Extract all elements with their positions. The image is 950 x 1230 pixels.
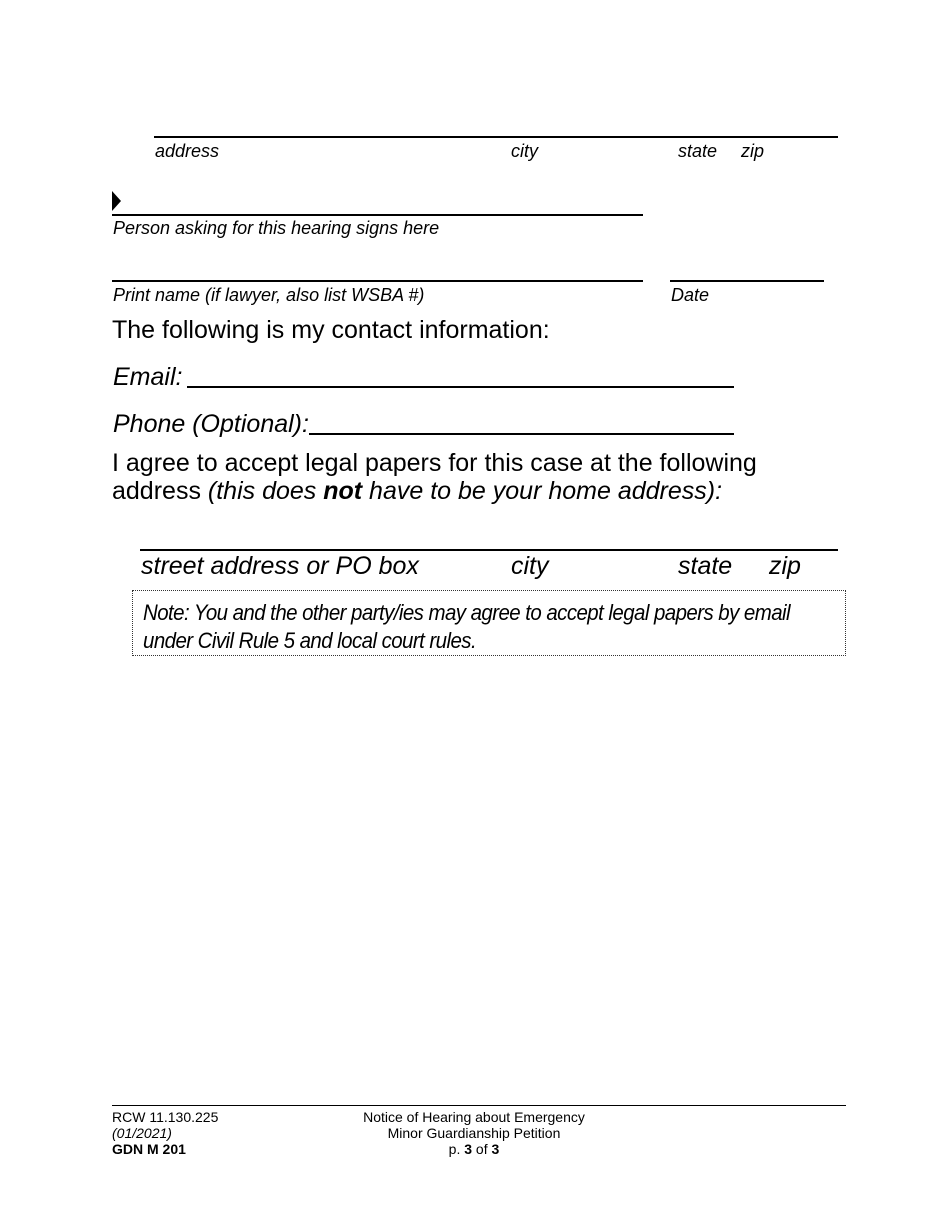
footer-page-of: of	[472, 1141, 492, 1157]
state-caption: state	[678, 141, 718, 161]
print-name-line[interactable]	[112, 280, 643, 282]
phone-field[interactable]	[309, 433, 734, 435]
note-line1: Note: You and the other party/ies may agree to accept legal papers by email	[143, 600, 791, 625]
footer-page-prefix: p.	[448, 1141, 465, 1157]
zip-caption: zip	[741, 141, 765, 161]
footer-page-total: 3	[491, 1141, 500, 1157]
street-caption: street address or PO box	[141, 552, 419, 580]
date-line[interactable]	[670, 280, 824, 282]
legal-papers-prefix: address	[112, 477, 208, 505]
signature-line[interactable]	[112, 214, 643, 216]
footer-date: (01/2021)	[112, 1125, 172, 1141]
legal-papers-italic-a: (this does	[207, 477, 324, 505]
email-field[interactable]	[187, 386, 734, 388]
legal-address-line[interactable]	[140, 549, 838, 551]
footer-title-line2: Minor Guardianship Petition	[387, 1125, 561, 1141]
legal-papers-not: not	[323, 477, 363, 505]
email-label: Email:	[113, 363, 183, 391]
contact-heading: The following is my contact information:	[112, 316, 550, 344]
legal-papers-line1: I agree to accept legal papers for this case at the following	[112, 449, 757, 477]
print-name-caption: Print name (if lawyer, also list WSBA #)	[113, 285, 425, 305]
footer-page-number	[324, 1141, 624, 1157]
note-line2: under Civil Rule 5 and local court rules.	[143, 628, 477, 653]
footer-left	[112, 1109, 218, 1157]
note-box	[132, 590, 846, 656]
footer-title-line1: Notice of Hearing about Emergency	[363, 1109, 585, 1125]
address-line-top	[154, 136, 838, 138]
footer-statute: RCW 11.130.225	[112, 1109, 219, 1125]
city-caption: city	[511, 141, 538, 161]
footer-center	[324, 1109, 624, 1157]
sign-here-arrow-icon	[112, 191, 121, 211]
footer-rule	[112, 1105, 846, 1106]
phone-label: Phone (Optional):	[113, 410, 309, 438]
city-caption-bottom: city	[511, 552, 549, 580]
footer-form-id: GDN M 201	[112, 1141, 186, 1157]
date-caption: Date	[671, 285, 710, 305]
signature-caption: Person asking for this hearing signs here	[113, 218, 440, 238]
zip-caption-bottom: zip	[769, 552, 801, 580]
legal-papers-italic-b: have to be your home address):	[362, 477, 723, 505]
legal-papers-line2	[112, 477, 722, 506]
state-caption-bottom: state	[678, 552, 733, 580]
footer-page-current: 3	[464, 1141, 473, 1157]
note-text	[143, 599, 790, 655]
address-caption: address	[155, 141, 220, 161]
